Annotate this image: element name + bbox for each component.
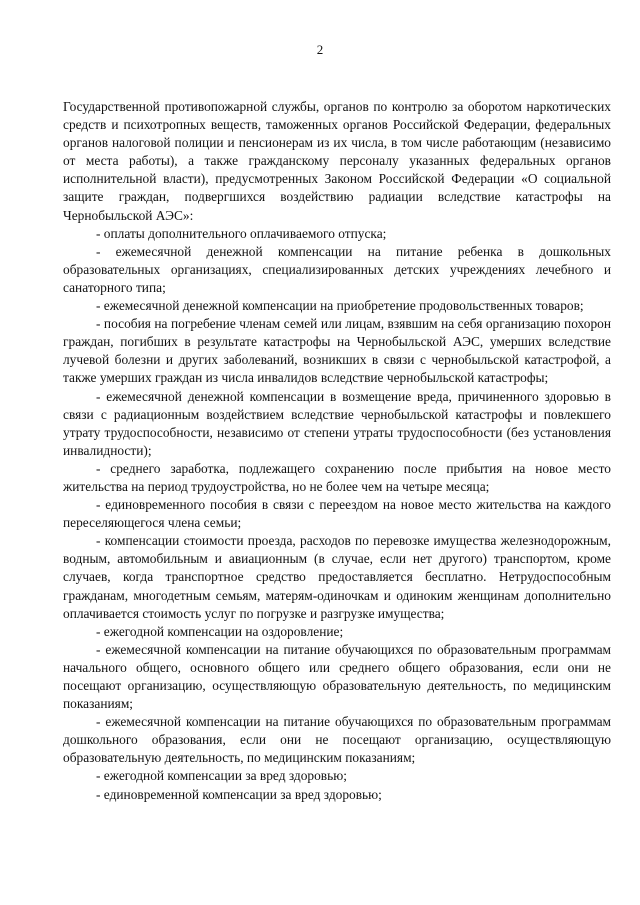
list-item-child-nutrition-compensation: - ежемесячной денежной компенсации на питание ребенка в дошкольных образовательных организациях, специализированных детских учреждениях лечебного и санаторного типа; <box>63 243 611 295</box>
list-item-preschool-nutrition-compensation: - ежемесячной компенсации на питание обучающихся по образовательным программам дошкольного образования, если они не посещают организацию, осуществляющую образовательную деятельность, по медицинским показаниям; <box>63 714 611 766</box>
intro-paragraph: Государственной противопожарной службы, органов по контролю за оборотом наркотических средств и психотропных веществ, таможенных органов Российской Федерации, федеральных органов налоговой полиции и пенсионерам из их числа, в том числе работающим (независимо от места работы), а также гражданскому персоналу указанных федеральных органов исполнительной власти), предусмотренных Законом Российской Федерации «О социальной защите граждан, подвергшихся воздействию радиации вследствие катастрофы на Чернобыльской АЭС»: <box>63 99 611 223</box>
list-item-annual-recreation-compensation: - ежегодной компенсации на оздоровление; <box>96 623 344 639</box>
list-item-school-nutrition-compensation: - ежемесячной компенсации на питание обучающихся по образовательным программам начального общего, основного общего или среднего общего образования, если они не посещают организацию, осуществляющую образовательную деятельность, по медицинским показаниям; <box>63 641 611 712</box>
list-item-additional-leave: - оплаты дополнительного оплачиваемого отпуска; <box>96 225 387 241</box>
list-item-health-damage-compensation: - ежемесячной денежной компенсации в возмещение вреда, причиненного здоровью в связи с радиационным воздействием вследствие чернобыльской катастрофы и повлекшего утрату трудоспособности, независимо от степени утраты трудоспособности (без установления инвалидности); <box>63 388 611 458</box>
list-item-average-earnings: - среднего заработка, подлежащего сохранению после прибытия на новое место жительства на период трудоустройства, но не более чем на четыре месяца; <box>63 460 611 494</box>
list-item-annual-health-harm-compensation: - ежегодной компенсации за вред здоровью; <box>96 768 347 784</box>
body-text <box>63 98 611 804</box>
list-item-relocation-allowance: - единовременного пособия в связи с переездом на новое место жительства на каждого переселяющегося члена семьи; <box>63 497 611 531</box>
list-item-one-time-health-harm-compensation: - единовременной компенсации за вред здоровью; <box>96 786 382 802</box>
list-item-travel-cost-compensation: - компенсации стоимости проезда, расходов по перевозке имущества железнодорожным, водным, автомобильным и авиационным (в случае, если нет другого) транспортом, кроме случаев, когда транспортное средство предоставляется бесплатно. Нетрудоспособным гражданам, многодетным семьям, матерям-одиночкам и одиноким женщинам дополнительно оплачивается стоимость услуг по погрузке и разгрузке имущества; <box>63 533 611 621</box>
page-number: 2 <box>316 42 324 57</box>
list-item-food-purchase-compensation: - ежемесячной денежной компенсации на приобретение продовольственных товаров; <box>96 298 584 314</box>
list-item-burial-allowance: - пособия на погребение членам семей или лицам, взявшим на себя организацию похорон граждан, погибших в результате катастрофы на Чернобыльской АЭС, умерших вследствие лучевой болезни и других заболеваний, возникших в связи с чернобыльской катастрофой, а также умерших граждан из числа инвалидов вследствие чернобыльской катастрофы; <box>63 316 611 386</box>
